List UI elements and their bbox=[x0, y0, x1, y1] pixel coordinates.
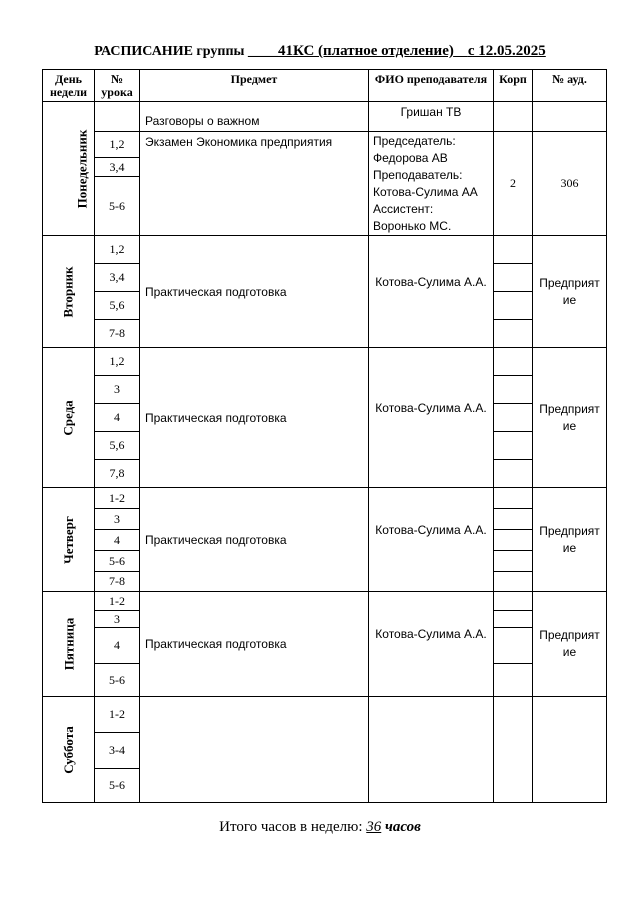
table-row bbox=[43, 132, 607, 158]
teacher-cell: Котова-Сулима А.А. bbox=[369, 348, 494, 488]
room-cell bbox=[533, 697, 607, 803]
table-row bbox=[43, 348, 607, 376]
corp-cell bbox=[494, 488, 533, 509]
table-row bbox=[43, 236, 607, 264]
lesson-number: 1-2 bbox=[95, 488, 140, 509]
corp-cell bbox=[494, 611, 533, 628]
header-lesson: № урока bbox=[95, 70, 140, 102]
day-friday: Пятница bbox=[43, 592, 95, 697]
corp-cell bbox=[494, 551, 533, 572]
teacher-cell: Председатель: Федорова АВ Преподаватель: Котова-Сулима АА Ассистент: Воронько МС. bbox=[369, 132, 494, 236]
corp-cell bbox=[494, 572, 533, 592]
header-subject: Предмет bbox=[140, 70, 369, 102]
corp-cell: 2 bbox=[494, 132, 533, 236]
lesson-number: 4 bbox=[95, 628, 140, 664]
weekly-hours-total bbox=[0, 819, 640, 836]
subject-cell: Разговоры о важном bbox=[140, 102, 369, 132]
lesson-number: 5-6 bbox=[95, 769, 140, 803]
lesson-number: 3 bbox=[95, 376, 140, 404]
table-row bbox=[43, 102, 607, 132]
header-room: № ауд. bbox=[533, 70, 607, 102]
lesson-number: 4 bbox=[95, 530, 140, 551]
corp-cell bbox=[494, 376, 533, 404]
lesson-number: 7-8 bbox=[95, 572, 140, 592]
corp-cell bbox=[494, 460, 533, 488]
lesson-number: 5-6 bbox=[95, 177, 140, 236]
lesson-number: 5-6 bbox=[95, 664, 140, 697]
lesson-number: 4 bbox=[95, 404, 140, 432]
table-row bbox=[43, 592, 607, 611]
corp-cell bbox=[494, 102, 533, 132]
hours-value: 36 bbox=[366, 819, 382, 835]
title-blank: ____ bbox=[247, 43, 278, 59]
day-saturday: Суббота bbox=[43, 697, 95, 803]
corp-cell bbox=[494, 628, 533, 664]
schedule-date: с 12.05.2025 bbox=[467, 43, 546, 59]
schedule-title bbox=[0, 43, 640, 60]
lesson-number: 1,2 bbox=[95, 236, 140, 264]
teacher-cell: Котова-Сулима А.А. bbox=[369, 488, 494, 592]
header-corp: Корп bbox=[494, 70, 533, 102]
subject-cell: Практическая подготовка bbox=[140, 592, 369, 697]
corp-cell bbox=[494, 236, 533, 264]
header-teacher: ФИО преподавателя bbox=[369, 70, 494, 102]
room-cell: Предприят ие bbox=[533, 348, 607, 488]
lesson-number: 5-6 bbox=[95, 551, 140, 572]
table-row bbox=[43, 488, 607, 509]
room-cell bbox=[533, 102, 607, 132]
corp-cell bbox=[494, 697, 533, 803]
corp-cell bbox=[494, 664, 533, 697]
corp-cell bbox=[494, 292, 533, 320]
footer-label: Итого часов в неделю: bbox=[219, 819, 367, 835]
table-row bbox=[43, 697, 607, 733]
subject-cell: Экзамен Экономика предприятия bbox=[140, 132, 369, 236]
lesson-number: 7,8 bbox=[95, 460, 140, 488]
room-cell: Предприят ие bbox=[533, 488, 607, 592]
lesson-number: 3 bbox=[95, 611, 140, 628]
room-cell: Предприят ие bbox=[533, 236, 607, 348]
lesson-number: 1-2 bbox=[95, 697, 140, 733]
lesson-number: 3-4 bbox=[95, 733, 140, 769]
lesson-number: 1,2 bbox=[95, 132, 140, 158]
hours-unit: часов bbox=[385, 819, 421, 835]
corp-cell bbox=[494, 264, 533, 292]
corp-cell bbox=[494, 320, 533, 348]
day-wednesday: Среда bbox=[43, 348, 95, 488]
subject-cell: Практическая подготовка bbox=[140, 236, 369, 348]
lesson-number: 1,2 bbox=[95, 348, 140, 376]
corp-cell bbox=[494, 592, 533, 611]
day-monday: Понедельник bbox=[43, 102, 95, 236]
day-tuesday: Вторник bbox=[43, 236, 95, 348]
title-separator: _ bbox=[453, 44, 468, 59]
lesson-number: 7-8 bbox=[95, 320, 140, 348]
lesson-cell bbox=[95, 102, 140, 132]
lesson-number: 3,4 bbox=[95, 264, 140, 292]
corp-cell bbox=[494, 432, 533, 460]
teacher-cell: Котова-Сулима А.А. bbox=[369, 236, 494, 348]
room-cell: Предприят ие bbox=[533, 592, 607, 697]
corp-cell bbox=[494, 404, 533, 432]
schedule-table bbox=[42, 69, 607, 803]
header-row bbox=[43, 70, 607, 102]
lesson-number: 1-2 bbox=[95, 592, 140, 611]
subject-cell: Практическая подготовка bbox=[140, 488, 369, 592]
lesson-number: 5,6 bbox=[95, 292, 140, 320]
subject-cell: Практическая подготовка bbox=[140, 348, 369, 488]
header-day: День недели bbox=[43, 70, 95, 102]
subject-cell bbox=[140, 697, 369, 803]
lesson-number: 5,6 bbox=[95, 432, 140, 460]
corp-cell bbox=[494, 509, 533, 530]
day-thursday: Четверг bbox=[43, 488, 95, 592]
room-cell: 306 bbox=[533, 132, 607, 236]
corp-cell bbox=[494, 348, 533, 376]
teacher-cell: Котова-Сулима А.А. bbox=[369, 592, 494, 697]
teacher-cell bbox=[369, 697, 494, 803]
teacher-cell: Гришан ТВ bbox=[369, 102, 494, 132]
lesson-number: 3,4 bbox=[95, 158, 140, 177]
group-name: 41КС (платное отделение) bbox=[277, 43, 454, 59]
corp-cell bbox=[494, 530, 533, 551]
title-prefix: РАСПИСАНИЕ группы bbox=[94, 44, 248, 59]
lesson-number: 3 bbox=[95, 509, 140, 530]
